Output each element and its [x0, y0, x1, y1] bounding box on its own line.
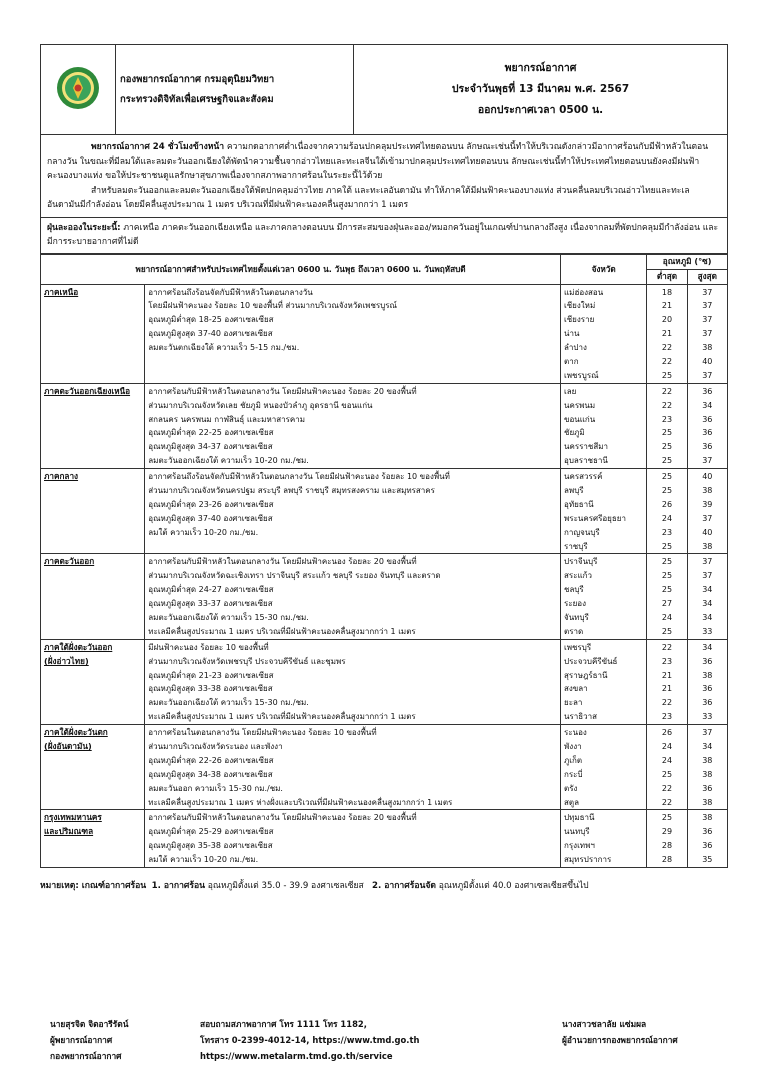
description-line: อากาศร้อนกับมีฟ้าหลัวในตอนกลางวัน โดยมีฝนฟ้าคะนอง ร้อยละ 20 ของพื้นที่ [148, 386, 417, 396]
note-very-hot-label: 2. อากาศร้อนจัด [372, 881, 436, 891]
contact-fax-web[interactable]: โทรสาร 0-2399-4012-14, https://www.tmd.go.th [200, 1035, 420, 1045]
temp-min-value: 25 [661, 370, 673, 380]
temp-min-value: 25 [661, 456, 673, 466]
temp-min-value: 25 [661, 626, 673, 636]
temp-min-value: 24 [661, 513, 673, 523]
region-name [41, 725, 145, 810]
description-line: อุณหภูมิสูงสุด 37-40 องศาเซลเซียส [148, 513, 273, 523]
province-value: สระแก้ว [564, 571, 592, 581]
province-value: ตรัง [564, 783, 578, 793]
temp-min-value: 23 [661, 656, 673, 666]
province-value: แม่ฮ่องสอน [564, 287, 604, 297]
temp-max-value: 40 [702, 472, 713, 482]
description-line: ลมตะวันออก ความเร็ว 15-30 กม./ชม. [148, 783, 283, 793]
temp-min-value: 25 [661, 485, 673, 495]
temp-max-value: 34 [702, 400, 713, 410]
description-line: ลมใต้ ความเร็ว 10-20 กม./ชม. [148, 527, 259, 537]
province-value: สงขลา [564, 684, 588, 694]
temp-max-value: 37 [702, 301, 713, 311]
table-header-max: สูงสุด [687, 269, 727, 284]
temp-min-value: 25 [661, 442, 673, 452]
table-header-province: จังหวัด [561, 254, 647, 284]
province-value: สตูล [564, 797, 579, 807]
region-row [41, 725, 728, 810]
region-name [41, 383, 145, 468]
temp-min-value: 25 [661, 557, 673, 567]
forecaster-role: ผู้พยากรณ์อากาศ [50, 1035, 113, 1045]
description-line: อุณหภูมิสูงสุด 34-37 องศาเซลเซียส [148, 442, 273, 452]
province-value: นครราชสีมา [564, 442, 608, 452]
description-line: มีฝนฟ้าคะนอง ร้อยละ 10 ของพื้นที่ [148, 642, 269, 652]
temp-max-value: 34 [702, 742, 713, 751]
temp-min-value: 21 [661, 670, 673, 680]
table-header-temp: อุณหภูมิ (°ซ) [647, 254, 728, 269]
region-name-line: ภาคใต้ฝั่งตะวันตก [44, 727, 108, 738]
forecast-table-body [41, 284, 728, 868]
dust-text: ภาคเหนือ ภาคตะวันออกเฉียงเหนือ และภาคกลางตอนบน มีการสะสมของฝุ่นละออง/หมอกควันอยู่ในเกณฑ์ปานกลางถึงสูง เนื่องจากลมที่พัดปกคลุมมีกำลังอ่อน และมีการระบายอากาศที่ไม่ดี [47, 222, 719, 247]
province-value: ยะลา [564, 698, 583, 708]
temp-max-value: 38 [702, 769, 713, 779]
description-line: อุณหภูมิต่ำสุด 21-23 องศาเซลเซียส [148, 670, 274, 680]
province-value: เพชรบุรี [564, 642, 592, 652]
province-value: ประจวบคีรีขันธ์ [564, 656, 618, 666]
region-name [41, 554, 145, 639]
description-line: อากาศร้อนกับมีฟ้าหลัวในตอนกลางวัน โดยมีฝนฟ้าคะนอง ร้อยละ 20 ของพื้นที่ [148, 813, 417, 823]
temp-min-value: 25 [661, 428, 673, 438]
dust-section [41, 217, 728, 253]
temp-min [647, 639, 687, 724]
temp-min-value: 25 [661, 769, 673, 779]
temp-max-value: 38 [702, 797, 713, 807]
region-name-line: ภาคตะวันออกเฉียงเหนือ [44, 385, 131, 396]
province-value: เลย [564, 386, 577, 396]
province [561, 639, 647, 724]
temp-max-value: 39 [702, 499, 713, 509]
description-line: ส่วนมากบริเวณจังหวัดนครปฐม สระบุรี ลพบุรี ราชบุรี สมุทรสงคราม และสมุทรสาคร [148, 485, 435, 495]
temp-max-value: 37 [702, 287, 713, 297]
header-table [40, 44, 728, 254]
org-cell [116, 45, 354, 135]
temp-max-value: 36 [702, 684, 713, 694]
province-value: สุราษฎร์ธานี [564, 670, 608, 680]
temp-min-value: 20 [661, 315, 673, 325]
description-line: ลมตะวันออกเฉียงใต้ ความเร็ว 10-20 กม./ชม. [148, 456, 309, 466]
province-value: ชลบุรี [564, 585, 584, 595]
temp-min-value: 25 [661, 472, 673, 482]
temp-min-value: 24 [661, 755, 673, 765]
province-value: เพชรบูรณ์ [564, 370, 599, 380]
temp-max-value: 36 [702, 783, 713, 793]
temp-min-value: 29 [661, 827, 673, 837]
temp-max-value: 38 [702, 670, 713, 680]
description-line: อุณหภูมิต่ำสุด 22-26 องศาเซลเซียส [148, 755, 274, 765]
title-cell [354, 45, 728, 135]
table-header-main: พยากรณ์อากาศสำหรับประเทศไทยตั้งแต่เวลา 0600 น. วันพุธ ถึงเวลา 0600 น. วันพฤหัสบดี [41, 254, 561, 284]
temp-min-value: 22 [661, 356, 673, 366]
temp-min-value: 23 [661, 527, 673, 537]
region-name [41, 639, 145, 724]
description-line: ทะเลมีคลื่นสูงประมาณ 1 เมตร บริเวณที่มีฝนฟ้าคะนองคลื่นสูงมากกว่า 1 เมตร [148, 626, 416, 636]
temp-min-value: 25 [661, 571, 673, 581]
description-line: ส่วนมากบริเวณจังหวัดเลย ชัยภูมิ หนองบัวลำภู อุดรธานี ขอนแก่น [148, 400, 373, 410]
province-value: นนทบุรี [564, 827, 590, 837]
description-line: ลมตะวันออกเฉียงใต้ ความเร็ว 15-30 กม./ชม. [148, 612, 309, 622]
description-line: อุณหภูมิต่ำสุด 22-25 องศาเซลเซียส [148, 428, 274, 438]
province-value: ราชบุรี [564, 541, 588, 551]
temp-max-value: 38 [702, 343, 713, 353]
temp-max-value: 34 [702, 642, 713, 652]
temp-min-value: 21 [661, 301, 673, 311]
region-name-line: กรุงเทพมหานคร [44, 812, 102, 823]
temp-max [687, 725, 727, 810]
temp-min-value: 26 [661, 728, 673, 738]
region-description [145, 639, 561, 724]
region-row [41, 469, 728, 554]
document-date: ประจำวันพุธที่ 13 มีนาคม พ.ศ. 2567 [451, 83, 630, 95]
province-value: กระบี่ [564, 769, 583, 779]
description-line: ลมตะวันออกเฉียงใต้ ความเร็ว 15-30 กม./ชม. [148, 698, 309, 708]
temp-max-value: 37 [702, 571, 713, 581]
temp-max-value: 38 [702, 541, 713, 551]
temp-max [687, 383, 727, 468]
temp-min [647, 554, 687, 639]
table-header-min: ต่ำสุด [647, 269, 687, 284]
region-name-line: (ฝั่งอ่าวไทย) [44, 655, 89, 666]
region-description [145, 383, 561, 468]
footer-forecaster [50, 1016, 128, 1064]
ministry-name: กระทรวงดิจิทัลเพื่อเศรษฐกิจและสังคม [120, 93, 274, 105]
region-name-line: (ฝั่งอันดามัน) [44, 741, 92, 751]
province-value: สมุทรปราการ [564, 855, 612, 865]
director-role: ผู้อำนวยการกองพยากรณ์อากาศ [562, 1035, 678, 1045]
province-value: เชียงใหม่ [564, 301, 596, 311]
temp-max-value: 38 [702, 813, 713, 823]
temp-max-value: 34 [702, 599, 713, 609]
region-name [41, 810, 145, 868]
description-line: อากาศร้อนในตอนกลางวัน โดยมีฝนฟ้าคะนอง ร้อยละ 10 ของพื้นที่ [148, 728, 377, 738]
temp-max-value: 38 [702, 755, 713, 765]
temp-min-value: 26 [661, 499, 673, 509]
summary-lead: พยากรณ์อากาศ 24 ชั่วโมงข้างหน้า [91, 142, 225, 152]
temp-max-value: 40 [702, 527, 713, 537]
temp-min-value: 25 [661, 585, 673, 595]
description-line: ทะเลมีคลื่นสูงประมาณ 1 เมตร ห่างฝั่งและบริเวณที่มีฝนฟ้าคะนองคลื่นสูงมากกว่า 1 เมตร [148, 797, 453, 807]
temp-max-value: 37 [702, 329, 713, 339]
summary-text-1: ความกดอากาศต่ำเนื่องจากความร้อนปกคลุมประเทศไทยตอนบน ลักษณะเช่นนี้ทำให้บริเวณดังกล่าวมีอากาศร้อนกับมีฟ้าหลัวในตอนกลางวัน ในขณะที่มีลมใต้และลมตะวันออกเฉียงใต้พัดนำความชื้นจากอ่าวไทยและทะเลจีนใต้เข้ามาปกคลุมประเทศไทยตอนบน ลักษณะเช่นนี้ทำให้ประเทศไทยตอนบนยังคงมีฝนฟ้าคะนองบางแห่ง ขอให้ประชาชนดูแลรักษาสุขภาพเนื่องจากสภาพอากาศร้อนในระยะนี้ไว้ด้วย [47, 142, 709, 181]
description-line: ส่วนมากบริเวณจังหวัดระนอง และพังงา [148, 742, 283, 751]
region-name-line: และปริมณฑล [44, 826, 94, 837]
forecast-document [40, 44, 728, 868]
temp-max-value: 37 [702, 370, 713, 380]
region-description [145, 469, 561, 554]
temp-min-value: 28 [661, 841, 673, 851]
temp-min-value: 23 [661, 414, 673, 424]
temp-max [687, 639, 727, 724]
temp-min-value: 21 [661, 329, 673, 339]
description-line: อุณหภูมิสูงสุด 35-38 องศาเซลเซียส [148, 841, 273, 851]
province-value: พระนครศรีอยุธยา [564, 513, 626, 523]
description-line: อุณหภูมิต่ำสุด 24-27 องศาเซลเซียส [148, 585, 274, 595]
description-line: อากาศร้อนกับมีฟ้าหลัวในตอนกลางวัน โดยมีฝนฟ้าคะนอง ร้อยละ 20 ของพื้นที่ [148, 557, 417, 567]
temp-min-value: 22 [661, 642, 673, 652]
description-line: ลมใต้ ความเร็ว 10-20 กม./ชม. [148, 855, 259, 865]
note-hot-text: อุณหภูมิตั้งแต่ 35.0 - 39.9 องศาเซลเซียส [207, 881, 364, 891]
province-value: ระนอง [564, 728, 587, 738]
note-line [40, 878, 728, 892]
temp-max-value: 37 [702, 557, 713, 567]
region-description [145, 725, 561, 810]
temp-min [647, 469, 687, 554]
province-value: นราธิวาส [564, 712, 598, 722]
temp-max [687, 284, 727, 383]
note-label: หมายเหตุ: เกณฑ์อากาศร้อน [40, 881, 147, 891]
temp-max-value: 37 [702, 315, 713, 325]
temp-max-value: 35 [702, 855, 713, 865]
region-name [41, 284, 145, 383]
dust-label: ฝุ่นละอองในระยะนี้: [47, 222, 121, 233]
province-value: อุทัยธานี [564, 499, 594, 509]
province-value: ตราด [564, 626, 584, 636]
province-value: ขอนแก่น [564, 414, 596, 424]
temp-max-value: 33 [702, 712, 713, 722]
description-line: ทะเลมีคลื่นสูงประมาณ 1 เมตร บริเวณที่มีฝนฟ้าคะนองคลื่นสูงมากกว่า 1 เมตร [148, 712, 416, 722]
temp-max-value: 33 [702, 626, 713, 636]
temp-max-value: 36 [702, 442, 713, 452]
temp-max-value: 34 [702, 612, 713, 622]
province [561, 725, 647, 810]
region-name-line: ภาคเหนือ [44, 286, 79, 297]
temp-min-value: 22 [661, 400, 673, 410]
footer-director [562, 1016, 678, 1048]
region-description [145, 810, 561, 868]
region-row [41, 284, 728, 383]
description-line: อุณหภูมิสูงสุด 37-40 องศาเซลเซียส [148, 329, 273, 339]
region-row [41, 383, 728, 468]
temp-min [647, 725, 687, 810]
forecast-table [40, 254, 728, 869]
temp-max [687, 810, 727, 868]
temp-min-value: 28 [661, 855, 673, 865]
summary-paragraph-1 [47, 140, 721, 184]
province-value: ระยอง [564, 599, 587, 609]
temp-max-value: 37 [702, 456, 713, 466]
temp-min-value: 22 [661, 343, 673, 353]
org-name: กองพยากรณ์อากาศ กรมอุตุนิยมวิทยา [120, 73, 275, 85]
note-hot-label: 1. อากาศร้อน [151, 881, 205, 891]
region-name [41, 469, 145, 554]
region-description [145, 284, 561, 383]
description-line: อุณหภูมิต่ำสุด 23-26 องศาเซลเซียส [148, 499, 274, 509]
temp-max-value: 37 [702, 728, 713, 738]
temp-min-value: 24 [661, 612, 673, 622]
temp-min-value: 22 [661, 698, 673, 708]
temp-max [687, 469, 727, 554]
temp-max-value: 36 [702, 414, 713, 424]
temp-min-value: 27 [661, 599, 673, 609]
description-line: อุณหภูมิต่ำสุด 18-25 องศาเซลเซียส [148, 315, 274, 325]
province-value: ภูเก็ต [564, 755, 583, 765]
contact-service-link[interactable]: https://www.metalarm.tmd.go.th/service [200, 1051, 393, 1061]
description-line: อากาศร้อนถึงร้อนจัดกับมีฟ้าหลัวในตอนกลางวัน [148, 287, 313, 297]
temp-max [687, 554, 727, 639]
temp-max-value: 36 [702, 656, 713, 666]
region-description [145, 554, 561, 639]
summary-paragraph-2: สำหรับลมตะวันออกและลมตะวันออกเฉียงใต้พัดปกคลุมอ่าวไทย ภาคใต้ และทะเลอันดามัน ทำให้ภาคใต้มีฝนฟ้าคะนองบางแห่ง ส่วนคลื่นลมบริเวณอ่าวไทยและทะเลอันดามันมีกำลังอ่อน โดยมีคลื่นสูงประมาณ 1 เมตร บริเวณที่มีฝนฟ้าคะนองคลื่นสูงมากกว่า 1 เมตร [47, 185, 690, 210]
description-line: อากาศร้อนถึงร้อนจัดกับมีฟ้าหลัวในตอนกลางวัน โดยมีฝนฟ้าคะนอง ร้อยละ 10 ของพื้นที่ [148, 472, 450, 482]
province-value: ลำปาง [564, 343, 587, 353]
region-name-line: ภาคตะวันออก [44, 556, 95, 567]
tmd-logo-cell [41, 45, 116, 135]
province [561, 469, 647, 554]
province [561, 554, 647, 639]
description-line: ลมตะวันตกเฉียงใต้ ความเร็ว 5-15 กม./ชม. [148, 343, 300, 353]
province-value: น่าน [564, 329, 580, 339]
province-value: นครสวรรค์ [564, 472, 603, 482]
temp-min [647, 383, 687, 468]
province-value: ปราจีนบุรี [564, 557, 598, 567]
description-line: อุณหภูมิสูงสุด 33-38 องศาเซลเซียส [148, 684, 273, 694]
region-row [41, 810, 728, 868]
temp-max-value: 36 [702, 428, 713, 438]
description-line: สกลนคร นครพนม กาฬสินธุ์ และมหาสารคาม [148, 414, 306, 424]
province-value: กรุงเทพฯ [564, 841, 595, 851]
temp-min-value: 22 [661, 386, 673, 396]
region-name-line: ภาคใต้ฝั่งตะวันออก [44, 641, 113, 652]
temp-min [647, 810, 687, 868]
temp-min-value: 24 [661, 742, 673, 751]
temp-min [647, 284, 687, 383]
region-name-line: ภาคกลาง [44, 471, 79, 482]
description-line: อุณหภูมิต่ำสุด 25-29 องศาเซลเซียส [148, 827, 274, 837]
description-line: ส่วนมากบริเวณจังหวัดเพชรบุรี ประจวบคีรีขันธ์ และชุมพร [148, 656, 346, 666]
province [561, 383, 647, 468]
province-value: ชัยภูมิ [564, 428, 585, 438]
temp-min-value: 22 [661, 797, 673, 807]
description-line: อุณหภูมิสูงสุด 34-38 องศาเซลเซียส [148, 769, 273, 779]
province-value: อุบลราชธานี [564, 456, 608, 466]
document-title: พยากรณ์อากาศ [504, 62, 577, 74]
province [561, 284, 647, 383]
province-value: ลพบุรี [564, 485, 584, 495]
temp-max-value: 36 [702, 841, 713, 851]
temp-min-value: 23 [661, 712, 673, 722]
province-value: นครพนม [564, 400, 596, 410]
province-value: เชียงราย [564, 315, 595, 325]
province-value: ปทุมธานี [564, 813, 595, 823]
temp-max-value: 34 [702, 585, 713, 595]
province-value: จันทบุรี [564, 612, 589, 622]
province-value: ตาก [564, 356, 579, 366]
forecaster-name: นายสุรจิต จิตอารีรัตน์ [50, 1019, 129, 1029]
note-very-hot-text: อุณหภูมิตั้งแต่ 40.0 องศาเซลเซียสขึ้นไป [438, 881, 589, 891]
province [561, 810, 647, 868]
temp-max-value: 36 [702, 698, 713, 708]
region-row [41, 554, 728, 639]
temp-max-value: 36 [702, 827, 713, 837]
summary-section [41, 135, 728, 218]
contact-phone: สอบถามสภาพอากาศ โทร 1111 โทร 1182, [200, 1019, 367, 1029]
footer-contact [200, 1016, 419, 1064]
temp-min-value: 22 [661, 783, 673, 793]
temp-min-value: 18 [661, 287, 673, 297]
temp-max-value: 38 [702, 485, 713, 495]
forecaster-dept: กองพยากรณ์อากาศ [50, 1051, 122, 1061]
temp-max-value: 36 [702, 386, 713, 396]
tmd-logo-icon [56, 66, 100, 110]
temp-min-value: 25 [661, 541, 673, 551]
description-line: ส่วนมากบริเวณจังหวัดฉะเชิงเทรา ปราจีนบุรี สระแก้ว ชลบุรี ระยอง จันทบุรี และตราด [148, 571, 441, 581]
temp-max-value: 37 [702, 513, 713, 523]
province-value: พังงา [564, 742, 582, 751]
issue-time: ออกประกาศเวลา 0500 น. [477, 104, 604, 116]
region-row [41, 639, 728, 724]
director-name: นางสาวชลาลัย แซ่มผล [562, 1019, 647, 1029]
temp-min-value: 21 [661, 684, 673, 694]
province-value: กาญจนบุรี [564, 527, 600, 537]
description-line: โดยมีฝนฟ้าคะนอง ร้อยละ 10 ของพื้นที่ ส่วนมากบริเวณจังหวัดเพชรบูรณ์ [148, 301, 397, 311]
temp-max-value: 40 [702, 356, 713, 366]
description-line: อุณหภูมิสูงสุด 33-37 องศาเซลเซียส [148, 599, 273, 609]
temp-min-value: 25 [661, 813, 673, 823]
